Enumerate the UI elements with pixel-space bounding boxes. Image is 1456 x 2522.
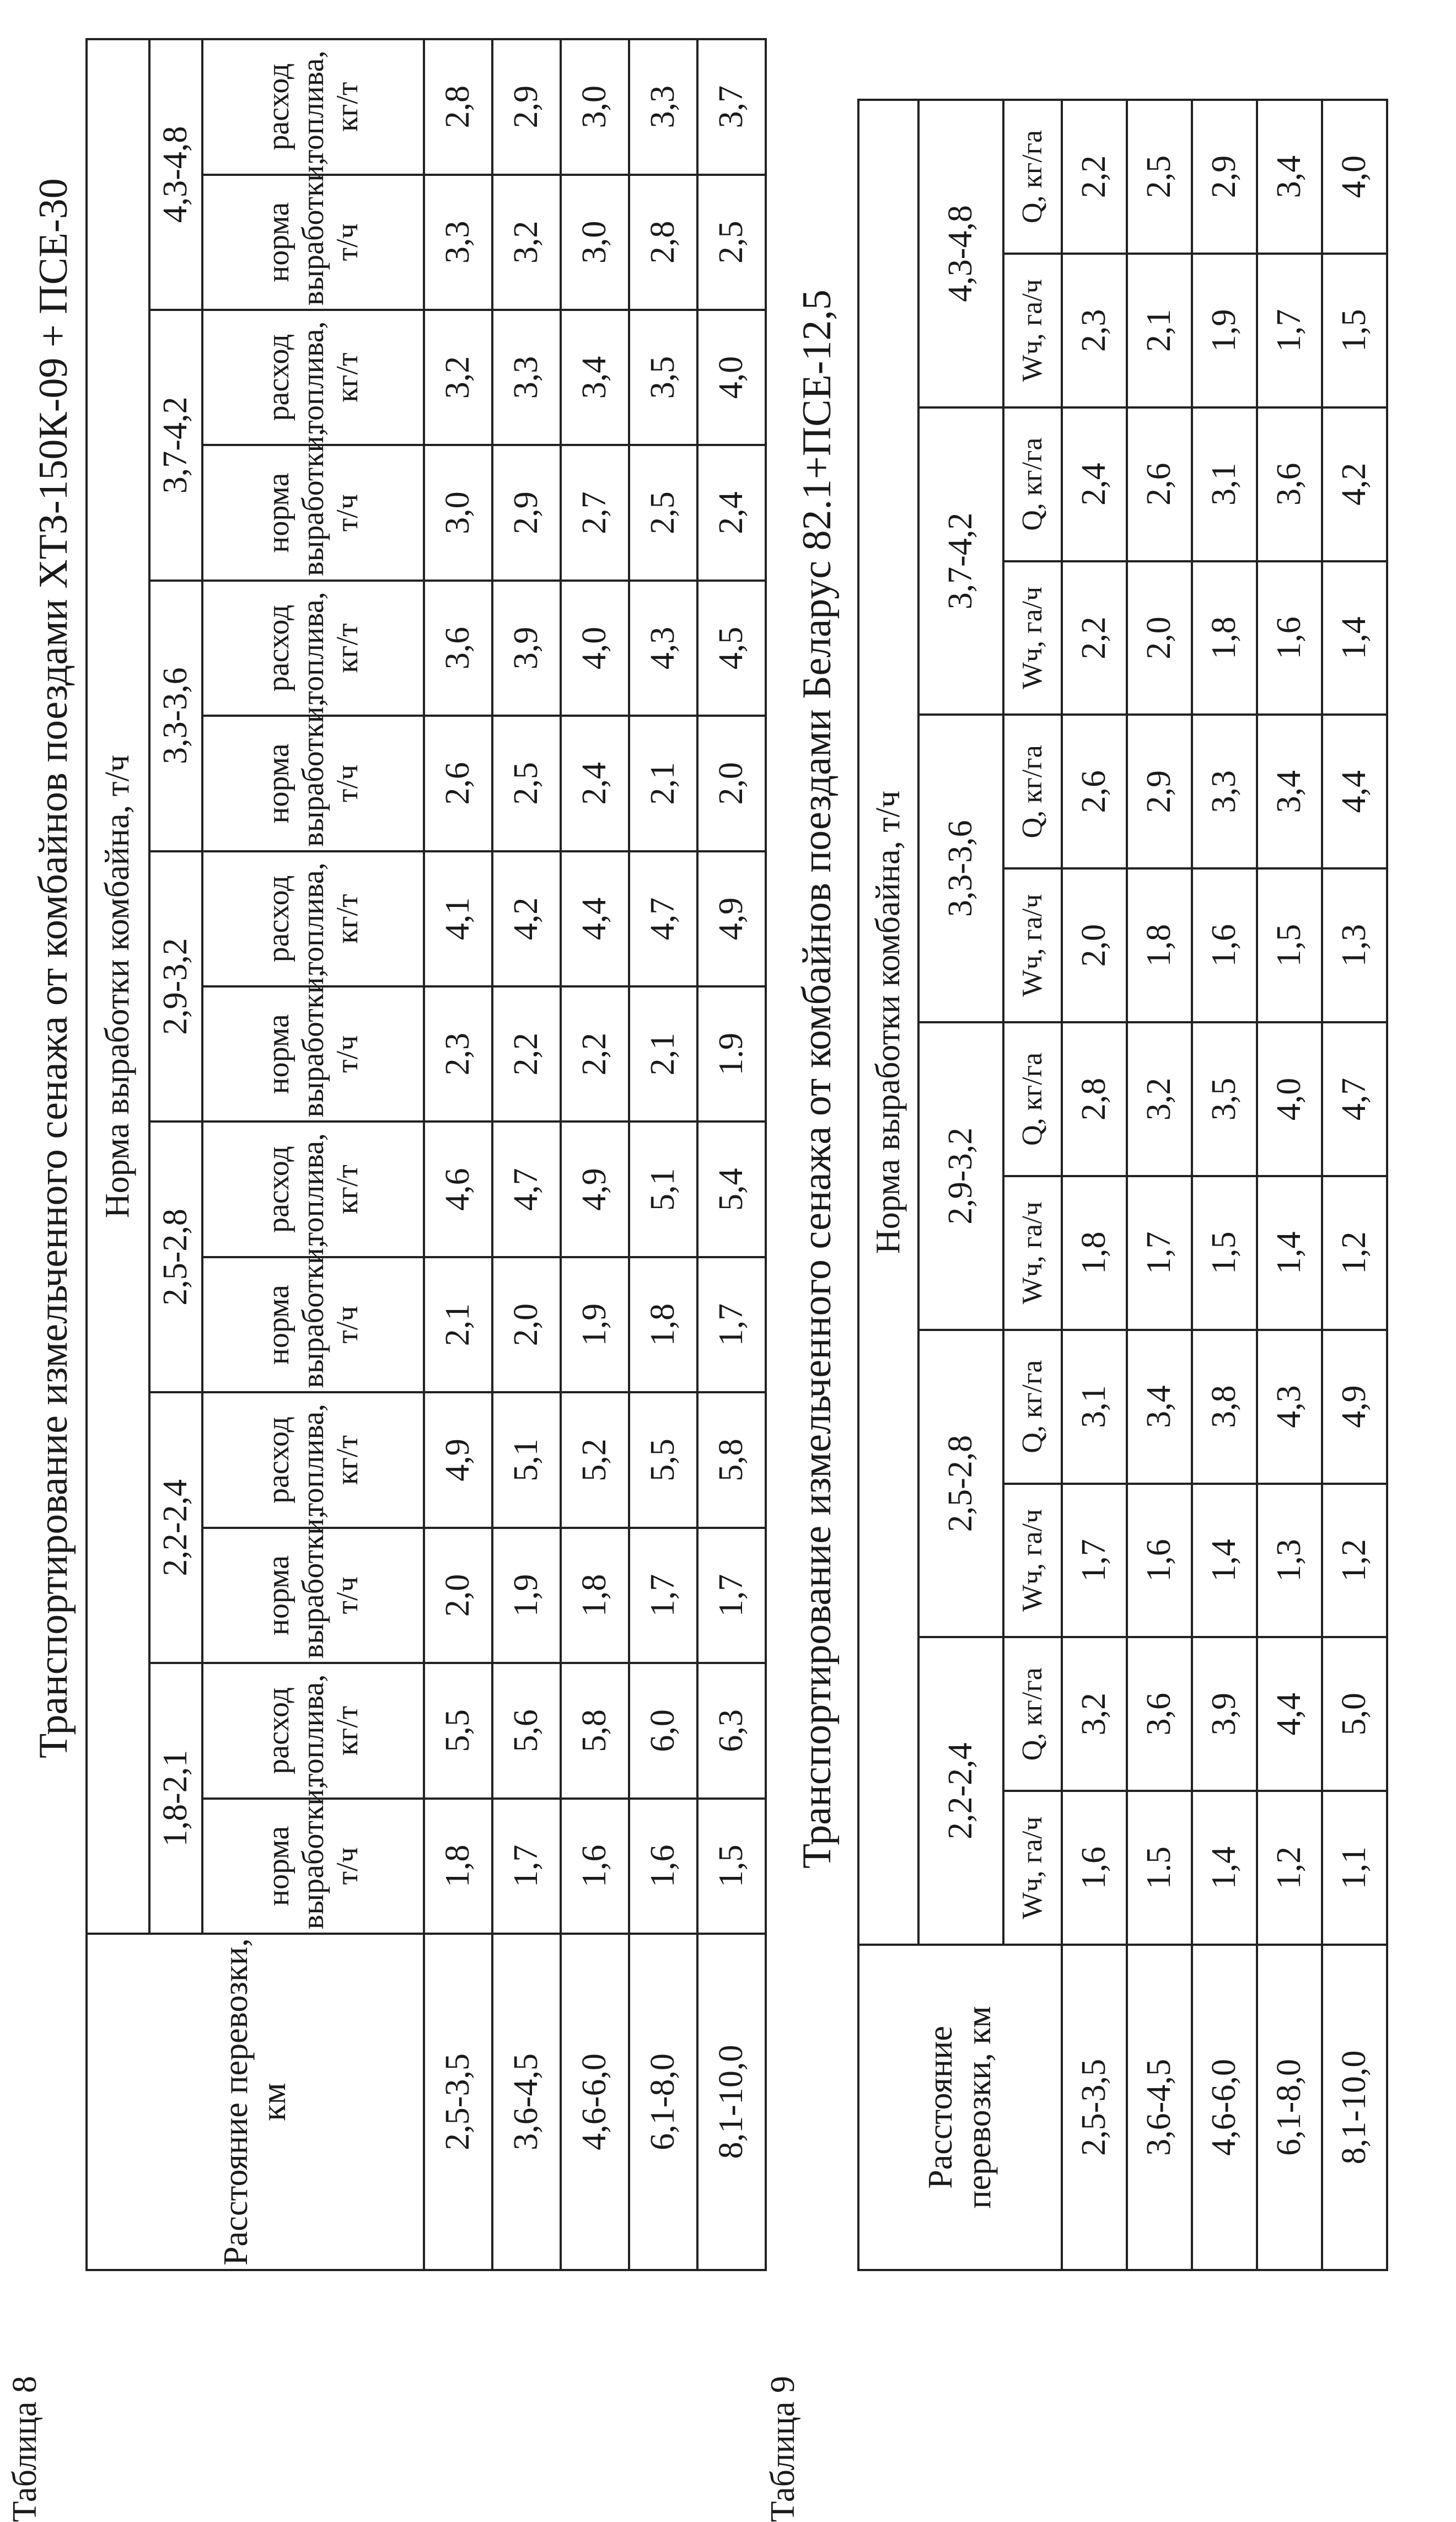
distance-cell: 6,1-8,0 <box>1257 1945 1322 2270</box>
value-cell: 3,3 <box>492 310 561 445</box>
table-9-range: 2,5-2,8 <box>918 1330 1003 1638</box>
value-cell: 1,5 <box>697 1799 766 1934</box>
value-cell: 2,5 <box>1127 100 1192 254</box>
table-8-range: 3,3-3,6 <box>149 581 202 851</box>
value-cell: 4,0 <box>561 581 629 716</box>
value-cell: 5,5 <box>629 1392 697 1527</box>
value-cell: 1.5 <box>1127 1791 1192 1945</box>
table-8-subheader-fuel: расход топлива, кг/т <box>202 1663 424 1798</box>
value-cell: 1,7 <box>492 1799 561 1934</box>
table-9-group-header: Норма выработки комбайна, т/ч <box>858 100 918 1945</box>
value-cell: 2,9 <box>492 39 561 175</box>
table-9-title: Транспортирование измельченного сенажа от комбайнов поездами Беларус 82.1+ПСЕ-12,5 <box>794 289 840 1869</box>
value-cell: 2,0 <box>1127 561 1192 715</box>
table-row <box>424 39 492 2270</box>
value-cell: 5,0 <box>1322 1637 1387 1791</box>
value-cell: 1,7 <box>697 1528 766 1663</box>
table-8-subheader-fuel: расход топлива, кг/т <box>202 39 424 175</box>
value-cell: 2,0 <box>492 1257 561 1392</box>
value-cell: 2,1 <box>629 986 697 1122</box>
table-row <box>697 39 766 2270</box>
value-cell: 5,1 <box>629 1122 697 1257</box>
value-cell: 2,0 <box>697 716 766 851</box>
value-cell: 1,3 <box>1322 868 1387 1022</box>
value-cell: 4,2 <box>492 851 561 986</box>
table-9 <box>857 99 1388 2271</box>
value-cell: 5,8 <box>561 1663 629 1798</box>
value-cell: 4,6 <box>424 1122 492 1257</box>
table-9-subheader-w: Wч, га/ч <box>1003 1176 1062 1330</box>
value-cell: 2,2 <box>1062 561 1127 715</box>
value-cell: 3,3 <box>629 39 697 175</box>
value-cell: 5,4 <box>697 1122 766 1257</box>
value-cell: 3,2 <box>1127 1022 1192 1176</box>
value-cell: 4,9 <box>424 1392 492 1527</box>
value-cell: 3,8 <box>1192 1330 1257 1484</box>
value-cell: 4,3 <box>629 581 697 716</box>
table-8-range: 1,8-2,1 <box>149 1663 202 1934</box>
table-8-title: Транспортирование измельченного сенажа от комбайнов поездами ХТЗ-150К-09 + ПСЕ-30 <box>31 178 76 1758</box>
table-9-subheader-q: Q, кг/га <box>1003 407 1062 561</box>
value-cell: 1,3 <box>1257 1484 1322 1638</box>
table-8-subheader-rate: норма выработки, т/ч <box>202 175 424 310</box>
table-9-body <box>1062 100 1387 2270</box>
value-cell: 4,0 <box>1257 1022 1322 1176</box>
value-cell: 3,5 <box>1192 1022 1257 1176</box>
value-cell: 2,0 <box>1062 868 1127 1022</box>
table-row <box>1062 100 1127 2270</box>
distance-cell: 4,6-6,0 <box>561 1934 629 2270</box>
value-cell: 4,9 <box>697 851 766 986</box>
table-8-subheader-fuel: расход топлива, кг/т <box>202 1122 424 1257</box>
value-cell: 1,8 <box>1192 561 1257 715</box>
value-cell: 1,2 <box>1257 1791 1322 1945</box>
value-cell: 1,7 <box>1257 254 1322 407</box>
value-cell: 1,2 <box>1322 1484 1387 1638</box>
value-cell: 2,9 <box>1127 715 1192 868</box>
table-9-range: 3,7-4,2 <box>918 407 1003 715</box>
value-cell: 3,4 <box>1257 100 1322 254</box>
value-cell: 4,9 <box>1322 1330 1387 1484</box>
value-cell: 2,5 <box>629 445 697 580</box>
value-cell: 3,9 <box>492 581 561 716</box>
value-cell: 3,4 <box>561 310 629 445</box>
table-9-subheader-w: Wч, га/ч <box>1003 1791 1062 1945</box>
table-9-subheader-q: Q, кг/га <box>1003 1637 1062 1791</box>
value-cell: 1.9 <box>697 986 766 1122</box>
value-cell: 1,6 <box>1257 561 1322 715</box>
value-cell: 3,7 <box>697 39 766 175</box>
table-8-range: 2,5-2,8 <box>149 1122 202 1392</box>
table-8-subheader-rate: норма выработки, т/ч <box>202 716 424 851</box>
table-8-range: 2,2-2,4 <box>149 1392 202 1663</box>
table-row <box>492 39 561 2270</box>
value-cell: 1,7 <box>1127 1176 1192 1330</box>
value-cell: 4,0 <box>1322 100 1387 254</box>
table-8-subheader-rate: норма выработки, т/ч <box>202 1799 424 1934</box>
table-9-row-header: Расстояние перевозки, км <box>858 1945 1062 2270</box>
value-cell: 2,4 <box>697 445 766 580</box>
value-cell: 2,1 <box>1127 254 1192 407</box>
distance-cell: 3,6-4,5 <box>492 1934 561 2270</box>
value-cell: 3,5 <box>629 310 697 445</box>
table-8-subheader-rate: норма выработки, т/ч <box>202 445 424 580</box>
table-9-subheader-q: Q, кг/га <box>1003 1022 1062 1176</box>
distance-cell: 3,6-4,5 <box>1127 1945 1192 2270</box>
value-cell: 5,6 <box>492 1663 561 1798</box>
distance-cell: 8,1-10,0 <box>1322 1945 1387 2270</box>
value-cell: 1,8 <box>424 1799 492 1934</box>
value-cell: 2,5 <box>492 716 561 851</box>
table-9-subheader-q: Q, кг/га <box>1003 100 1062 254</box>
table-8-subheader-fuel: расход топлива, кг/т <box>202 851 424 986</box>
table-9-range: 3,3-3,6 <box>918 715 1003 1022</box>
distance-cell: 8,1-10,0 <box>697 1934 766 2270</box>
value-cell: 1,5 <box>1257 868 1322 1022</box>
value-cell: 4,4 <box>1322 715 1387 868</box>
value-cell: 2,8 <box>1062 1022 1127 1176</box>
table-8-row-header: Расстояние перевозки, км <box>87 1934 424 2270</box>
value-cell: 1,7 <box>1062 1484 1127 1638</box>
value-cell: 3,2 <box>492 175 561 310</box>
table-row <box>1257 100 1322 2270</box>
value-cell: 1,7 <box>629 1528 697 1663</box>
value-cell: 1,9 <box>561 1257 629 1392</box>
value-cell: 1,5 <box>1322 254 1387 407</box>
value-cell: 1,8 <box>1062 1176 1127 1330</box>
table-9-range: 2,2-2,4 <box>918 1637 1003 1945</box>
table-8-range: 2,9-3,2 <box>149 851 202 1122</box>
value-cell: 2,3 <box>424 986 492 1122</box>
value-cell: 3,0 <box>561 175 629 310</box>
table-8-subheader-rate: норма выработки, т/ч <box>202 1528 424 1663</box>
table-8-subheader-fuel: расход топлива, кг/т <box>202 310 424 445</box>
value-cell: 4,7 <box>1322 1022 1387 1176</box>
table-row <box>629 39 697 2270</box>
table-8-subheader-rate: норма выработки, т/ч <box>202 986 424 1122</box>
table-row <box>1192 100 1257 2270</box>
table-9-range: 2,9-3,2 <box>918 1022 1003 1330</box>
value-cell: 3,3 <box>1192 715 1257 868</box>
value-cell: 3,2 <box>424 310 492 445</box>
value-cell: 1,6 <box>1127 1484 1192 1638</box>
table-9-subheader-w: Wч, га/ч <box>1003 868 1062 1022</box>
value-cell: 5,8 <box>697 1392 766 1527</box>
value-cell: 3,1 <box>1192 407 1257 561</box>
value-cell: 2,9 <box>492 445 561 580</box>
value-cell: 1,5 <box>1192 1176 1257 1330</box>
value-cell: 2,2 <box>561 986 629 1122</box>
table-9-subheader-w: Wч, га/ч <box>1003 561 1062 715</box>
value-cell: 4,1 <box>424 851 492 986</box>
value-cell: 3,6 <box>1257 407 1322 561</box>
value-cell: 3,0 <box>424 445 492 580</box>
value-cell: 1,9 <box>492 1528 561 1663</box>
value-cell: 2,0 <box>424 1528 492 1663</box>
value-cell: 3,6 <box>1127 1637 1192 1791</box>
value-cell: 2,6 <box>1062 715 1127 868</box>
value-cell: 4,5 <box>697 581 766 716</box>
value-cell: 4,7 <box>629 851 697 986</box>
value-cell: 2,5 <box>697 175 766 310</box>
value-cell: 2,6 <box>424 716 492 851</box>
distance-cell: 2,5-3,5 <box>1062 1945 1127 2270</box>
table-8-subheader-rate: норма выработки, т/ч <box>202 1257 424 1392</box>
value-cell: 2,7 <box>561 445 629 580</box>
distance-cell: 6,1-8,0 <box>629 1934 697 2270</box>
table-row <box>561 39 629 2270</box>
value-cell: 3,2 <box>1062 1637 1127 1791</box>
value-cell: 4,0 <box>697 310 766 445</box>
value-cell: 1,8 <box>561 1528 629 1663</box>
value-cell: 1,1 <box>1322 1791 1387 1945</box>
table-8 <box>85 38 767 2271</box>
value-cell: 2,2 <box>1062 100 1127 254</box>
value-cell: 1,6 <box>561 1799 629 1934</box>
table-8-label: Таблица 8 <box>6 2376 44 2522</box>
table-8-group-header: Норма выработки комбайна, т/ч <box>87 39 149 1934</box>
value-cell: 1,6 <box>1192 868 1257 1022</box>
value-cell: 6,0 <box>629 1663 697 1798</box>
distance-cell: 2,5-3,5 <box>424 1934 492 2270</box>
value-cell: 3,3 <box>424 175 492 310</box>
value-cell: 4,9 <box>561 1122 629 1257</box>
distance-cell: 4,6-6,0 <box>1192 1945 1257 2270</box>
value-cell: 1,8 <box>629 1257 697 1392</box>
value-cell: 1,4 <box>1192 1484 1257 1638</box>
value-cell: 4,4 <box>1257 1637 1322 1791</box>
value-cell: 2,1 <box>629 716 697 851</box>
value-cell: 3,4 <box>1127 1330 1192 1484</box>
table-8-range: 4,3-4,8 <box>149 39 202 310</box>
table-8-subheader-fuel: расход топлива, кг/т <box>202 581 424 716</box>
value-cell: 1,9 <box>1192 254 1257 407</box>
value-cell: 4,4 <box>561 851 629 986</box>
table-9-label: Таблица 9 <box>764 2376 802 2522</box>
value-cell: 2,1 <box>424 1257 492 1392</box>
value-cell: 1,7 <box>697 1257 766 1392</box>
value-cell: 4,3 <box>1257 1330 1322 1484</box>
table-8-subheader-fuel: расход топлива, кг/т <box>202 1392 424 1527</box>
table-8-body <box>424 39 766 2270</box>
value-cell: 1,8 <box>1127 868 1192 1022</box>
table-8-range: 3,7-4,2 <box>149 310 202 581</box>
table-row <box>1322 100 1387 2270</box>
value-cell: 2,4 <box>561 716 629 851</box>
table-9-subheader-w: Wч, га/ч <box>1003 1484 1062 1638</box>
value-cell: 2,9 <box>1192 100 1257 254</box>
value-cell: 6,3 <box>697 1663 766 1798</box>
value-cell: 3,0 <box>561 39 629 175</box>
value-cell: 1,2 <box>1322 1176 1387 1330</box>
table-9-subheader-w: Wч, га/ч <box>1003 254 1062 407</box>
value-cell: 3,1 <box>1062 1330 1127 1484</box>
table-9-subheader-q: Q, кг/га <box>1003 715 1062 868</box>
value-cell: 5,1 <box>492 1392 561 1527</box>
value-cell: 3,4 <box>1257 715 1322 868</box>
table-row <box>1127 100 1192 2270</box>
value-cell: 2,8 <box>629 175 697 310</box>
value-cell: 4,7 <box>492 1122 561 1257</box>
value-cell: 4,2 <box>1322 407 1387 561</box>
value-cell: 1,6 <box>1062 1791 1127 1945</box>
value-cell: 1,4 <box>1192 1791 1257 1945</box>
value-cell: 5,2 <box>561 1392 629 1527</box>
value-cell: 2,2 <box>492 986 561 1122</box>
value-cell: 2,4 <box>1062 407 1127 561</box>
value-cell: 3,9 <box>1192 1637 1257 1791</box>
value-cell: 2,3 <box>1062 254 1127 407</box>
value-cell: 1,6 <box>629 1799 697 1934</box>
value-cell: 1,4 <box>1257 1176 1322 1330</box>
value-cell: 1,4 <box>1322 561 1387 715</box>
value-cell: 3,6 <box>424 581 492 716</box>
value-cell: 2,6 <box>1127 407 1192 561</box>
value-cell: 2,8 <box>424 39 492 175</box>
table-9-range: 4,3-4,8 <box>918 100 1003 407</box>
table-9-subheader-q: Q, кг/га <box>1003 1330 1062 1484</box>
value-cell: 5,5 <box>424 1663 492 1798</box>
